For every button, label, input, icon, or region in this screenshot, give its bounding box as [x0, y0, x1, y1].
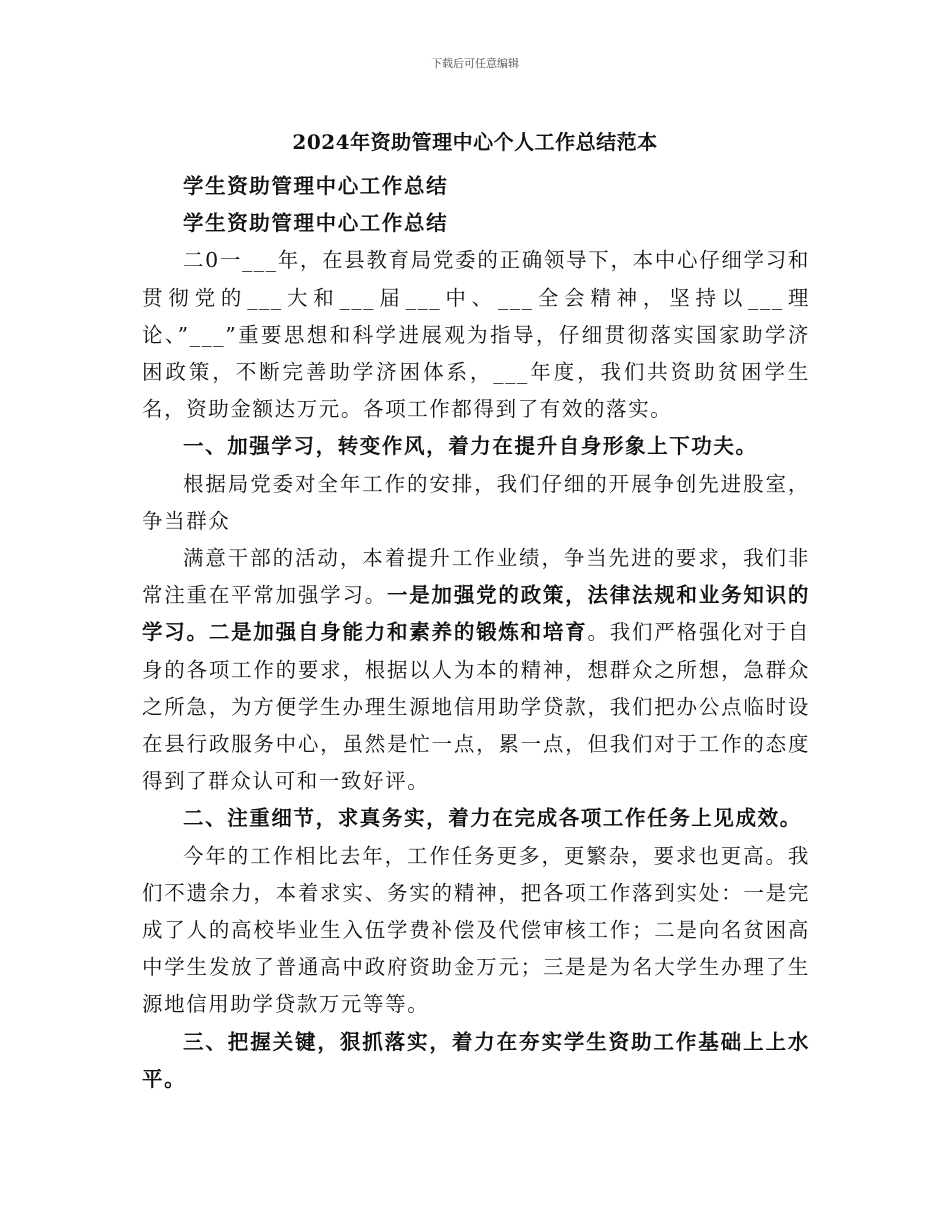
paragraph-3: 今年的工作相比去年，工作任务更多，更繁杂，要求也更高。我们不遗余力，本着求实、务实的精神，把各项工作落到实处：一是完成了人的高校毕业生入伍学费补偿及代偿审核工作；二是向名贫困高中学生发放了普通高中政府资助金万元；三是是为名大学生办理了生源地信用助学贷款万元等等。 [142, 843, 810, 1017]
subtitle-1: 学生资助管理中心工作总结 [183, 174, 449, 198]
header-note: 下载后可任意编辑 [431, 57, 519, 70]
section-heading-2: 二、注重细节，求真务实，着力在完成各项工作任务上见成效。 [183, 806, 802, 831]
paragraph-2-start: 满意干部的活动，本着提升工作业绩，争当先进的要求，我们非常注重在平常加强学习。 [142, 546, 810, 608]
intro-paragraph: 二0一___年，在县教育局党委的正确领导下，本中心仔细学习和贯彻党的___大和___届___中、___全会精神，坚持以___理论、”___”重要思想和科学进展观为指导，仔细贯彻落实国家助学济困政策，不断完善助学济困体系，___年度，我们共资助贫困学生名，资助金额达万元。各项工作都得到了有效的落实。 [142, 248, 810, 422]
section-heading-1: 一、加强学习，转变作风，着力在提升自身形象上下功夫。 [183, 434, 758, 459]
document-title: 2024年资助管理中心个人工作总结范本 [292, 130, 658, 154]
paragraph-2-bold: 一是加强党的政策，法律法规和业务知识的学习。二是加强自身能力和素养的锻炼和培育 [142, 583, 810, 645]
document-body [142, 168, 810, 1098]
paragraph-2 [142, 540, 810, 800]
subtitle-2: 学生资助管理中心工作总结 [183, 211, 449, 236]
paragraph-1: 根据局党委对全年工作的安排，我们仔细的开展争创先进股室，争当群众 [142, 471, 810, 533]
section-heading-3: 三、把握关键，狠抓落实，着力在夯实学生资助工作基础上上水平。 [142, 1029, 810, 1091]
paragraph-2-end: 。我们严格强化对于自身的各项工作的要求，根据以人为本的精神，想群众之所想，急群众之所急，为方便学生办理生源地信用助学贷款，我们把办公点临时设在县行政服务中心，虽然是忙一点，累一点，但我们对于工作的态度得到了群众认可和一致好评。 [142, 620, 811, 794]
